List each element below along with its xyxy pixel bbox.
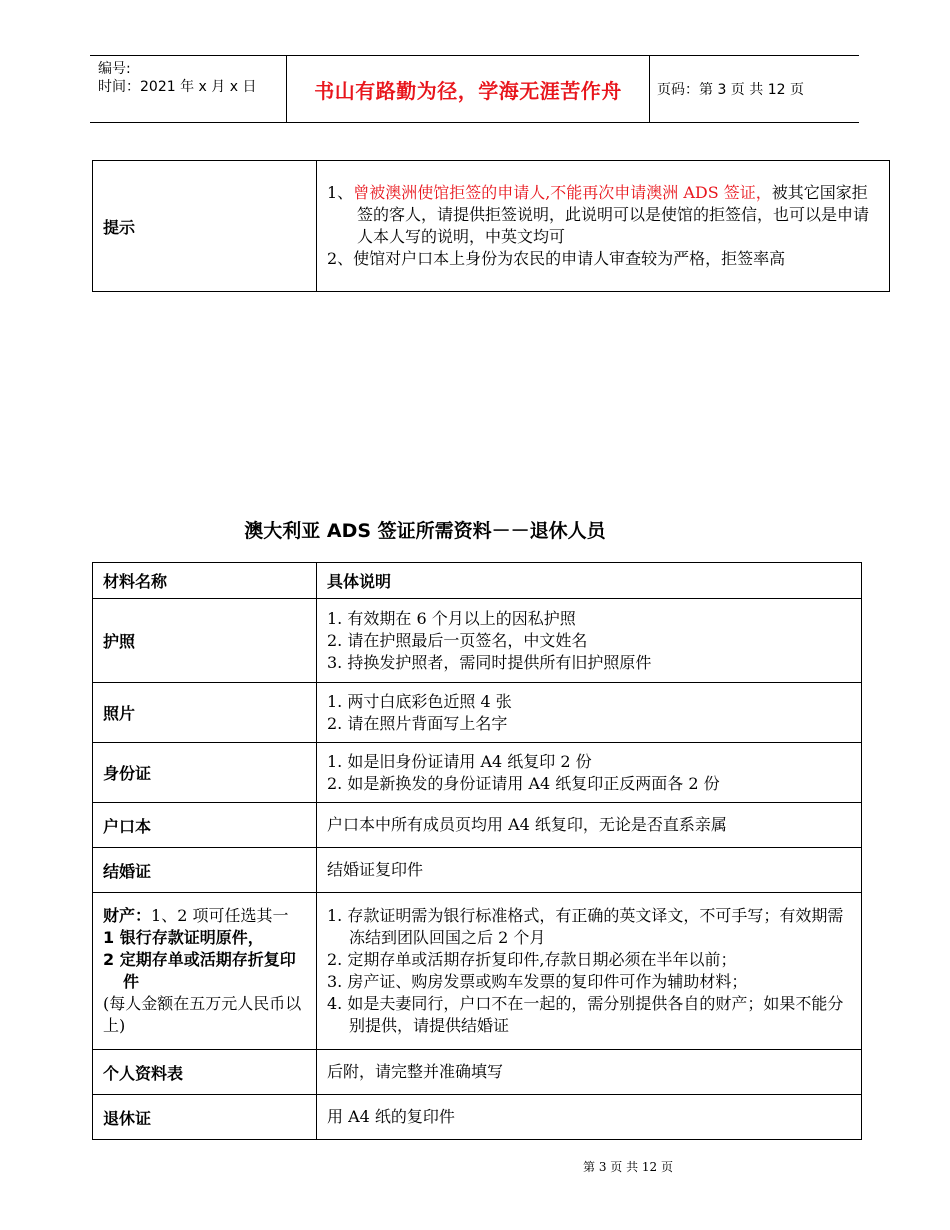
row-desc-hukou: 户口本中所有成员页均用 A4 纸复印，无论是否直系亲属 (317, 803, 862, 848)
col-header-material: 材料名称 (93, 563, 317, 599)
page-header (90, 55, 859, 123)
motto-text: 书山有路勤为径，学海无涯苦作舟 (314, 78, 622, 103)
row-name-retire: 退休证 (93, 1095, 317, 1140)
tip-table (92, 160, 890, 292)
time-label: 时间：2021 年 x 月 x 日 (98, 79, 257, 95)
row-desc-profile: 后附，请完整并准确填写 (317, 1050, 862, 1095)
page-footer: 第 3 页 共 12 页 (583, 1160, 673, 1174)
table-row (93, 803, 862, 848)
table-row (93, 683, 862, 743)
tip-item-2: 2、使馆对户口本上身份为农民的申请人审查较为严格，拒签率高 (327, 249, 786, 268)
row-name-passport: 护照 (93, 599, 317, 683)
header-motto-cell (286, 56, 650, 122)
tip-item-1: 1、曾被澳洲使馆拒签的申请人,不能再次申请澳洲 ADS 签证，被其它国家拒签的客人，请提供拒签说明，此说明可以是使馆的拒签信，也可以是申请人本人写的说明，中英文均可 (327, 183, 870, 246)
number-label: 编号: (98, 61, 131, 77)
row-name-photo: 照片 (93, 683, 317, 743)
document-title: 澳大利亚 ADS 签证所需资料－－退休人员 (244, 520, 606, 542)
table-row (93, 743, 862, 803)
row-name-hukou: 户口本 (93, 803, 317, 848)
table-row (93, 1095, 862, 1140)
table-header-row (93, 563, 862, 599)
col-header-description: 具体说明 (317, 563, 862, 599)
materials-table (92, 562, 862, 1140)
row-desc-photo: 1. 两寸白底彩色近照 4 张 2. 请在照片背面写上名字 (317, 683, 862, 743)
row-name-profile: 个人资料表 (93, 1050, 317, 1095)
row-desc-retire: 用 A4 纸的复印件 (317, 1095, 862, 1140)
table-row (93, 1050, 862, 1095)
row-desc-idcard: 1. 如是旧身份证请用 A4 纸复印 2 份 2. 如是新换发的身份证请用 A4 纸复印正反两面各 2 份 (317, 743, 862, 803)
table-row (93, 893, 862, 1050)
row-name-marriage: 结婚证 (93, 848, 317, 893)
row-name-finance: 财产：1、2 项可任选其一 1 银行存款证明原件， 2 定期存单或活期存折复印件 (每人金额在五万元人民币以上) (93, 893, 317, 1050)
tip-label: 提示 (93, 161, 317, 292)
table-row (93, 599, 862, 683)
page-code: 页码：第 3 页 共 12 页 (657, 82, 804, 98)
tip-item-1-warning: 曾被澳洲使馆拒签的申请人,不能再次申请澳洲 ADS 签证， (353, 183, 772, 202)
row-desc-passport: 1. 有效期在 6 个月以上的因私护照 2. 请在护照最后一页签名，中文姓名 3. 持换发护照者，需同时提供所有旧护照原件 (317, 599, 862, 683)
table-row (93, 848, 862, 893)
row-desc-marriage: 结婚证复印件 (317, 848, 862, 893)
tip-content (317, 161, 890, 292)
header-page-cell (649, 56, 859, 122)
row-name-idcard: 身份证 (93, 743, 317, 803)
row-desc-finance: 1. 存款证明需为银行标准格式，有正确的英文译文，不可手写；有效期需冻结到团队回国之后 2 个月 2. 定期存单或活期存折复印件,存款日期必须在半年以前； 3. 房产证、购房发票或购车发票的复印件可作为辅助材料； 4. 如是夫妻同行，户口不在一起的，需分别提供各自的财产；如果不能分别提供，请提供结婚证 (317, 893, 862, 1050)
header-meta (90, 56, 286, 122)
